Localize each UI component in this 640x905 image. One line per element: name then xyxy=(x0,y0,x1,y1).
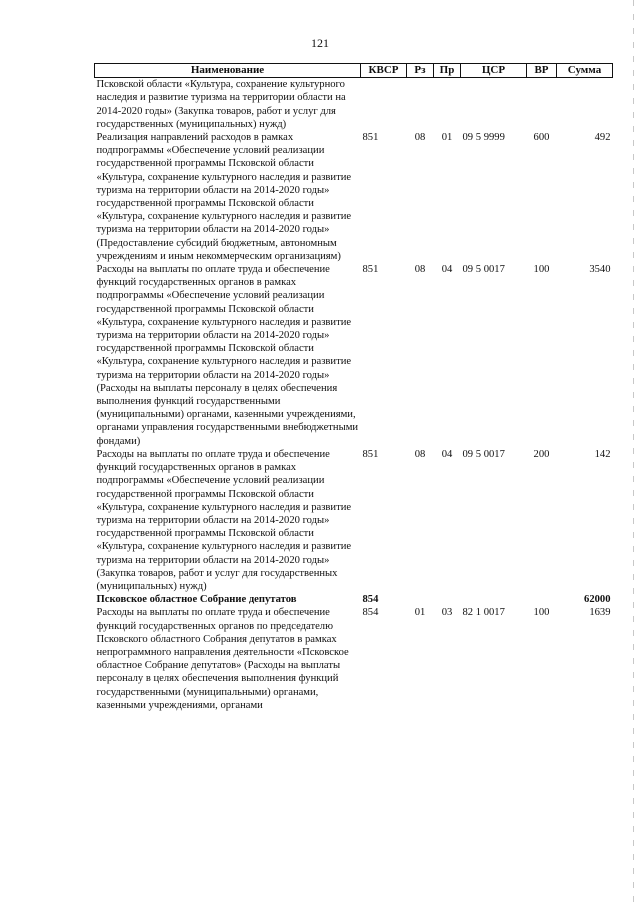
row-name: Псковское областное Собрание депутатов xyxy=(96,594,297,606)
row-sum: 3540 xyxy=(589,264,611,276)
table-row xyxy=(95,448,613,593)
row-sum: 142 xyxy=(594,448,611,460)
row-sum xyxy=(557,78,613,131)
row-kvsr: 851 xyxy=(362,448,379,460)
header-kvsr: КВСР xyxy=(361,64,407,78)
header-vr: ВР xyxy=(527,64,557,78)
row-name: Псковской области «Культура, сохранение культурного наследия и развитие туризма на территории области на 2014-2020 годы» (Закупка товаров, работ и услуг для государственных (муниципальных) нужд) xyxy=(96,79,346,130)
row-sum: 492 xyxy=(594,132,611,144)
header-rz: Рз xyxy=(407,64,434,78)
row-pr: 01 xyxy=(441,132,453,144)
row-pr: 03 xyxy=(441,607,453,619)
row-vr: 200 xyxy=(533,448,550,460)
row-rz xyxy=(407,78,434,131)
row-csr xyxy=(461,78,527,131)
table-row xyxy=(95,78,613,131)
row-name: Реализация направлений расходов в рамках подпрограммы «Обеспечение условий реализации государственной программы Псковской области «Культура, сохранение культурного наследия и развитие туризма на территории области на 2014-2020 годы» государственной программы Псковской области «Культура, сохранение культурного наследия и развитие туризма на территории области на 2014-2020 годы» (Предоставление субсидий бюджетным, автономным учреждениям и иным некоммерческим организациям) xyxy=(96,132,352,262)
row-rz: 08 xyxy=(414,132,426,144)
row-vr: 100 xyxy=(533,607,550,619)
row-kvsr: 854 xyxy=(362,594,379,606)
row-csr: 82 1 0017 xyxy=(462,607,505,619)
row-kvsr xyxy=(361,78,407,131)
table-row-section xyxy=(95,593,613,606)
row-pr: 04 xyxy=(441,264,453,276)
row-name: Расходы на выплаты по оплате труда и обеспечение функций государственных органов в рамках подпрограммы «Обеспечение условий реализации государственной программы Псковской области «Культура, сохранение культурного наследия и развитие туризма на территории области на 2014-2020 годы» государственной программы Псковской области «Культура, сохранение культурного наследия и развитие туризма на территории области на 2014-2020 годы» (Закупка товаров, работ и услуг для государственных (муниципальных) нужд) xyxy=(96,448,352,592)
table-row xyxy=(95,606,613,712)
header-name: Наименование xyxy=(95,64,361,78)
row-kvsr: 854 xyxy=(362,607,379,619)
row-csr: 09 5 0017 xyxy=(462,448,505,460)
row-rz: 08 xyxy=(414,264,426,276)
row-csr xyxy=(461,593,527,606)
row-pr xyxy=(434,78,461,131)
row-sum: 1639 xyxy=(589,607,611,619)
row-vr: 600 xyxy=(533,132,550,144)
row-rz: 08 xyxy=(414,448,426,460)
header-pr: Пр xyxy=(434,64,461,78)
header-sum: Сумма xyxy=(557,64,613,78)
row-sum: 62000 xyxy=(584,594,611,606)
budget-table xyxy=(94,63,613,712)
row-vr xyxy=(527,78,557,131)
row-rz: 01 xyxy=(414,607,426,619)
row-pr: 04 xyxy=(441,448,453,460)
row-name: Расходы на выплаты по оплате труда и обеспечение функций государственных органов по председателю Псковского областного Собрания депутатов в рамках непрограммного направления деятельности «Псковское областное Собрание депутатов» (Расходы на выплаты персоналу в целях обеспечения выполнения функций государственными (муниципальными) органами, казенными учреждениями, органами xyxy=(96,607,349,711)
row-csr: 09 5 9999 xyxy=(462,132,505,144)
row-csr: 09 5 0017 xyxy=(462,264,505,276)
table-header-row xyxy=(95,64,613,78)
row-kvsr: 851 xyxy=(362,132,379,144)
scan-edge-divider xyxy=(633,0,634,905)
row-vr: 100 xyxy=(533,264,550,276)
row-kvsr: 851 xyxy=(362,264,379,276)
row-rz xyxy=(407,593,434,606)
page-number: 121 xyxy=(311,36,329,50)
header-csr: ЦСР xyxy=(461,64,527,78)
row-pr xyxy=(434,593,461,606)
row-vr xyxy=(527,593,557,606)
row-name: Расходы на выплаты по оплате труда и обеспечение функций государственных органов в рамках подпрограммы «Обеспечение условий реализации государственной программы Псковской области «Культура, сохранение культурного наследия и развитие туризма на территории области на 2014-2020 годы» государственной программы Псковской области «Культура, сохранение культурного наследия и развитие туризма на территории области на 2014-2020 годы» (Расходы на выплаты персоналу в целях обеспечения выполнения функций государственными (муниципальными) органами, казенными учреждениями, органами управления государственными внебюджетными фондами) xyxy=(96,264,359,447)
table-row xyxy=(95,131,613,263)
table-row xyxy=(95,263,613,448)
